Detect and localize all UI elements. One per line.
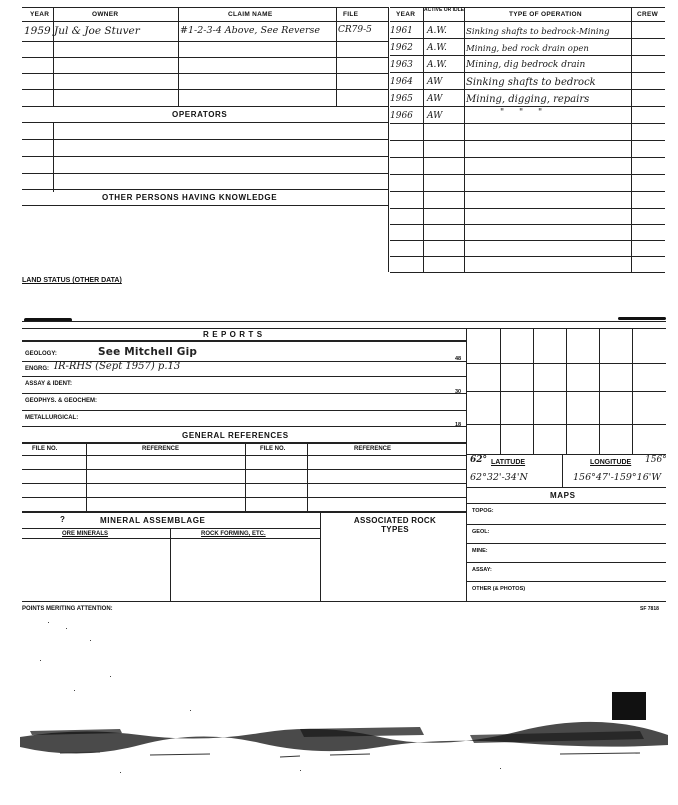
activity-operation: Sinking shafts to bedrock (466, 77, 596, 88)
ore-minerals-label: ORE MINERALS (62, 531, 109, 537)
longitude-value: 156°47'-159°16'W (573, 472, 662, 483)
activity-status: A.W. (427, 43, 447, 53)
longitude-label: LONGITUDE (590, 459, 632, 466)
scale-number: 48 (455, 356, 462, 362)
header-act-year: YEAR (396, 11, 416, 18)
assay-label: ASSAY & IDENT: (25, 381, 73, 387)
latitude-value: 62°32'-34'N (470, 472, 528, 483)
header-file: FILE (343, 11, 359, 18)
maps-title: MAPS (550, 491, 576, 500)
activity-year: 1964 (390, 77, 413, 87)
latitude-label: LATITUDE (491, 459, 526, 466)
activity-status: AW (427, 94, 443, 104)
activity-operation: Mining, digging, repairs (466, 94, 590, 105)
activity-year: 1966 (390, 111, 413, 121)
col-file-no: FILE NO. (32, 446, 58, 452)
metallurgical-label: METALLURGICAL: (25, 415, 79, 421)
scale-number: 30 (455, 389, 462, 395)
others-title: OTHER PERSONS HAVING KNOWLEDGE (102, 193, 278, 202)
header-claim-name: CLAIM NAME (228, 11, 273, 18)
activity-status: AW (427, 111, 443, 121)
points-meriting-attention: POINTS MERITING ATTENTION: (22, 606, 113, 612)
header-owner: OWNER (92, 11, 119, 18)
operators-title: OPERATORS (172, 110, 228, 119)
lat-prefix: 62° (470, 455, 488, 465)
scan-smear (618, 317, 666, 320)
activity-operation: " " " (500, 108, 549, 118)
header-type: TYPE OF OPERATION (509, 11, 582, 18)
scale-number: 18 (455, 422, 462, 428)
rock-forming-label: ROCK FORMING, ETC. (201, 531, 266, 537)
mineral-marker: ? (60, 515, 65, 524)
activity-status: A.W. (427, 26, 447, 36)
geology-label: GEOLOGY: (25, 351, 57, 357)
geology-value: See Mitchell Gip (98, 346, 198, 358)
map-mine: MINE: (472, 548, 488, 554)
col-reference-2: REFERENCE (354, 446, 392, 452)
activity-year: 1963 (390, 60, 413, 70)
mineral-title: MINERAL ASSEMBLAGE (100, 516, 206, 525)
owner-name: Jul & Joe Stuver (54, 25, 140, 37)
owner-year: 1959 (24, 25, 51, 37)
map-other: OTHER (& PHOTOS) (472, 586, 526, 592)
header-active: ACTIVE OR IDLE (424, 7, 465, 13)
long-suffix: 156° (645, 455, 667, 465)
general-refs-title: GENERAL REFERENCES (182, 431, 289, 440)
activity-year: 1965 (390, 94, 413, 104)
map-topog: TOPOG: (472, 508, 494, 514)
map-assay: ASSAY: (472, 567, 492, 573)
land-status-label: LAND STATUS (OTHER DATA) (22, 277, 122, 284)
header-year: YEAR (30, 11, 50, 18)
assoc-rock-title: ASSOCIATED ROCK TYPES (353, 516, 437, 534)
activity-status: A.W. (427, 60, 447, 70)
activity-operation: Mining, dig bedrock drain (466, 60, 586, 70)
activity-status: AW (427, 77, 443, 87)
file-number: CR79-5 (338, 25, 372, 35)
col-reference: REFERENCE (142, 446, 180, 452)
scan-noise-band (0, 705, 678, 765)
map-geol: GEOL: (472, 529, 490, 535)
engrg-label: ENGRG: (25, 366, 49, 372)
activity-operation: Mining, bed rock drain open (466, 44, 589, 54)
activity-operation: Sinking shafts to bedrock-Mining (466, 27, 610, 37)
col-file-no-2: FILE NO. (260, 446, 286, 452)
reports-title: R E P O R T S (203, 330, 263, 339)
engrg-value: IR-RHS (Sept 1957) p.13 (54, 361, 181, 372)
claim-name: #1-2-3-4 Above, See Reverse (180, 25, 321, 36)
activity-year: 1962 (390, 43, 413, 53)
activity-year: 1961 (390, 26, 413, 36)
geophys-label: GEOPHYS. & GEOCHEM: (25, 398, 98, 404)
form-number: SF 7818 (640, 606, 659, 612)
header-crew: CREW (637, 11, 659, 18)
